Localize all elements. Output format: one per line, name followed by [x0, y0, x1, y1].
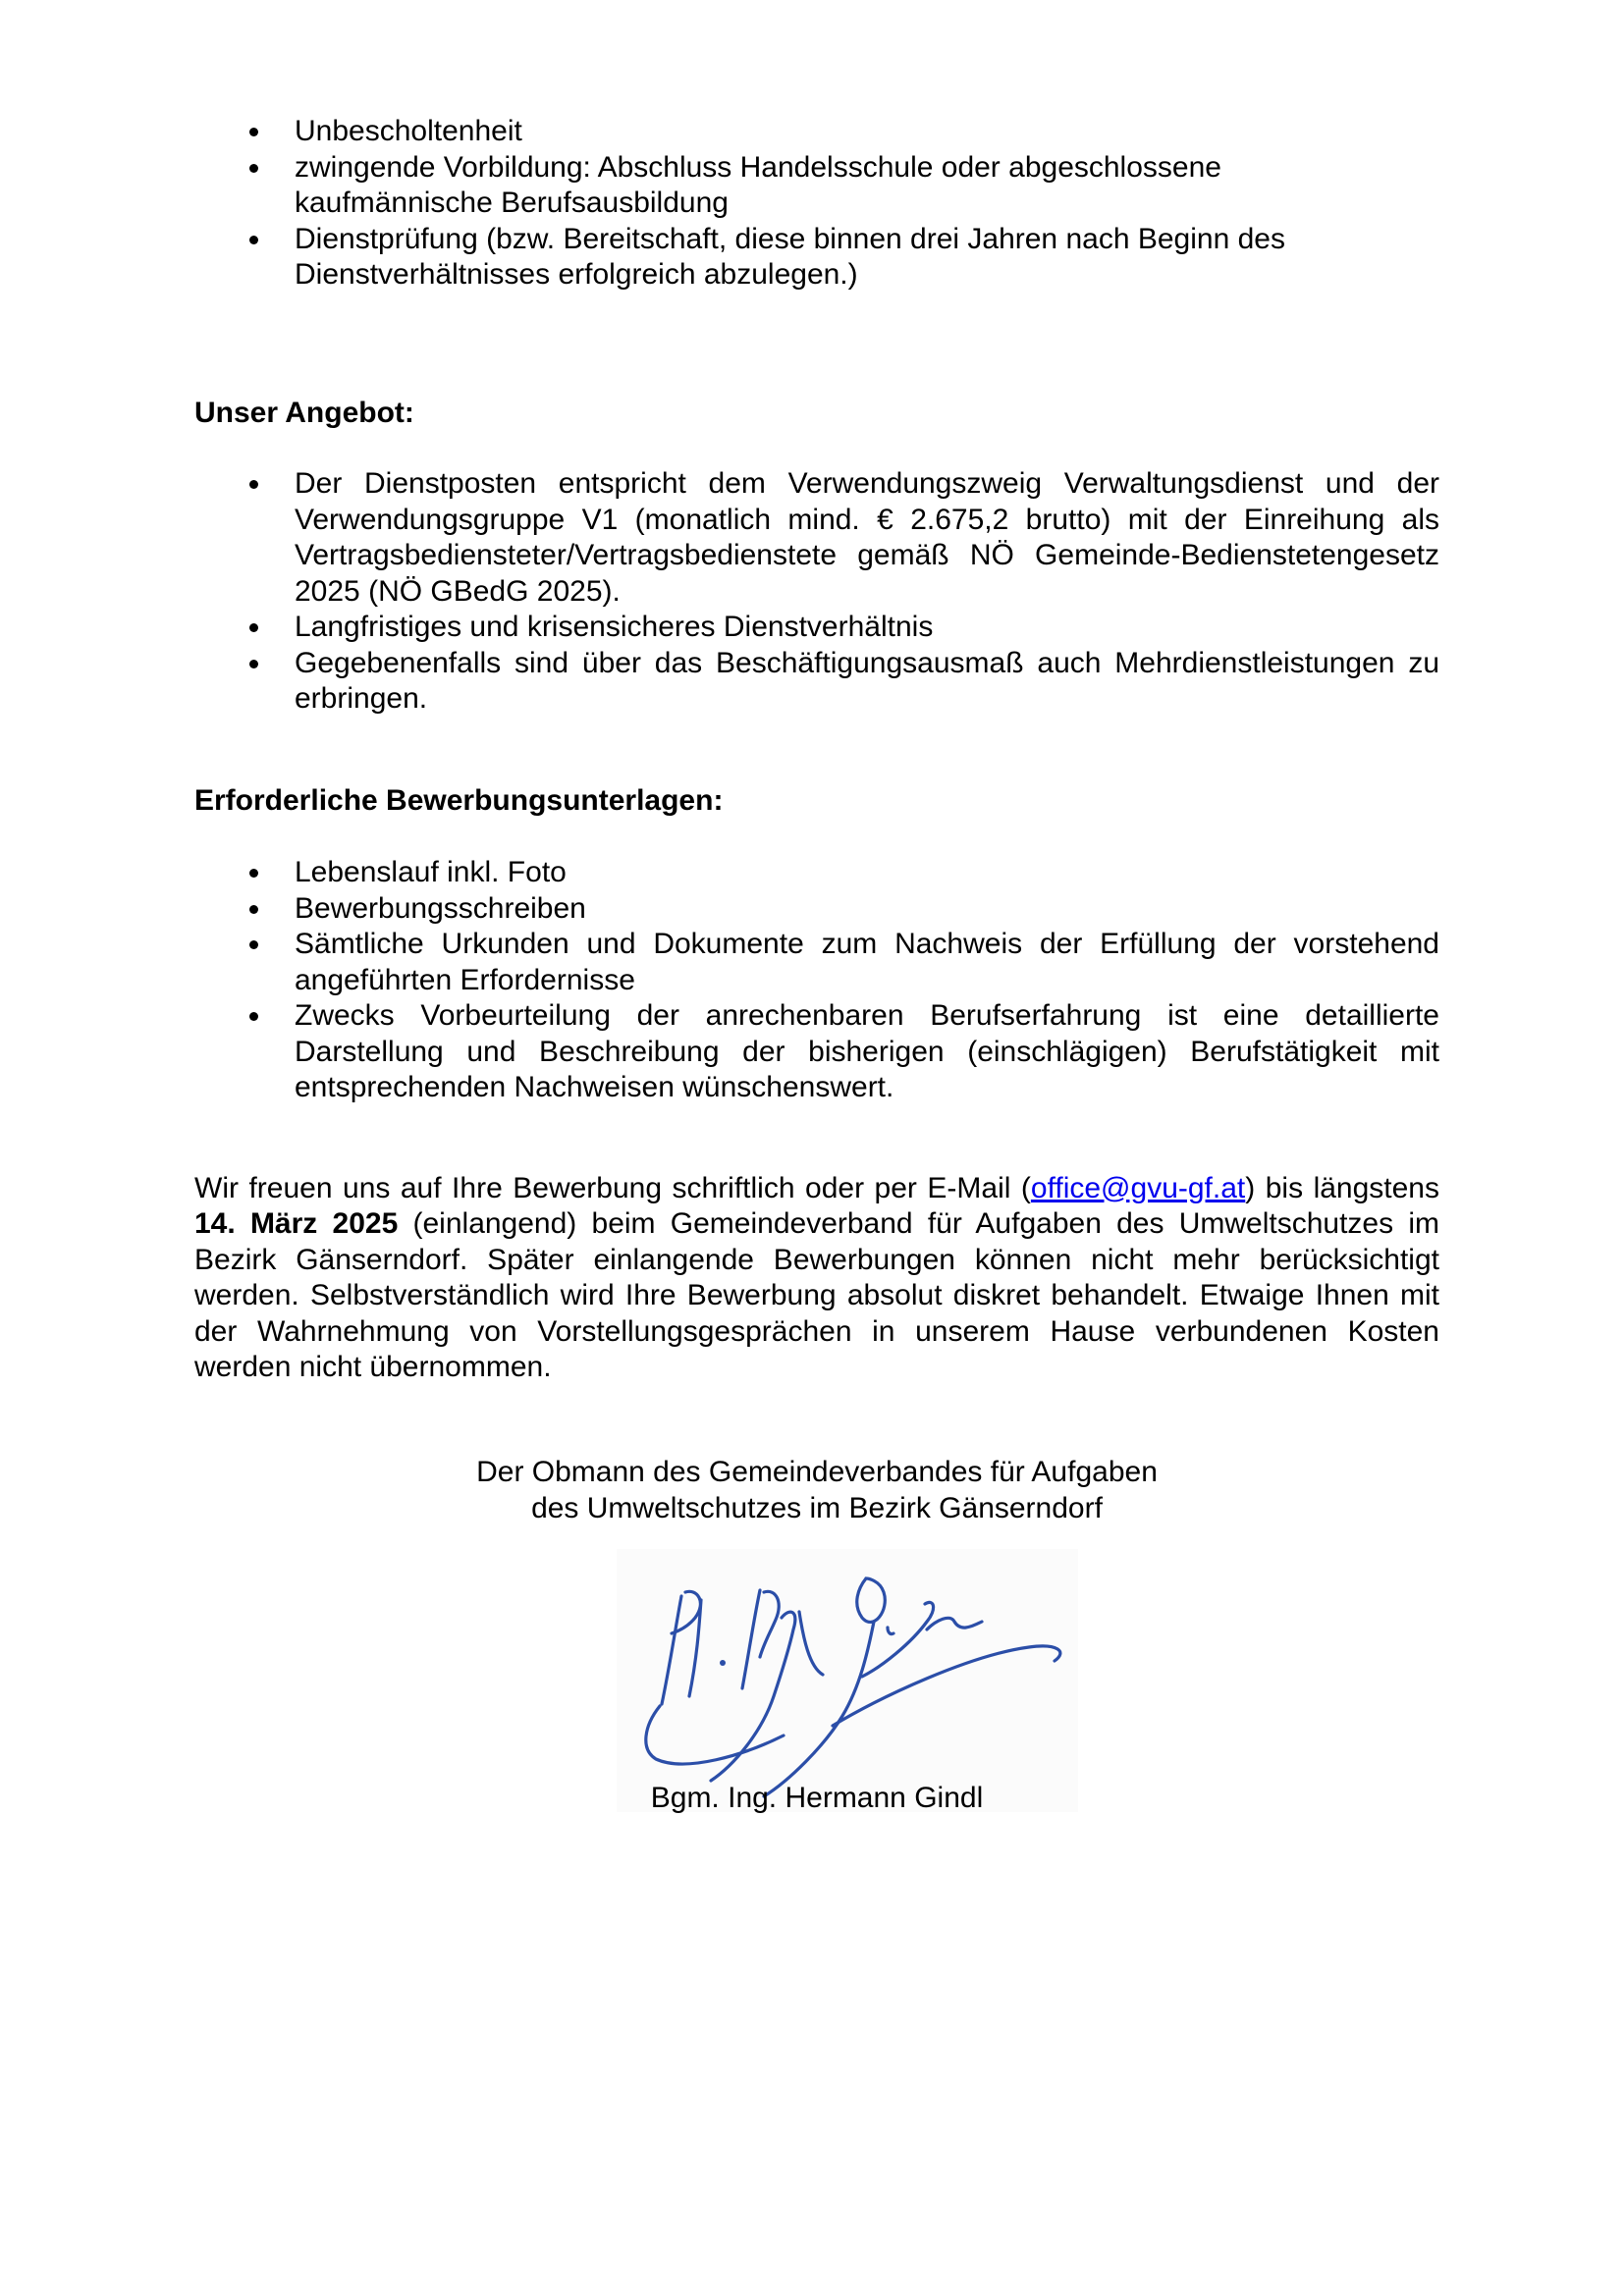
- list-item: Gegebenenfalls sind über das Beschäftigungsausmaß auch Mehrdienstleistungen zu erbringen.: [194, 646, 1439, 718]
- documents-list: [194, 855, 1439, 1106]
- requirements-list: [194, 114, 1439, 294]
- list-item: Bewerbungsschreiben: [194, 891, 1439, 928]
- closing-text: (einlangend) beim Gemeindeverband für Aufgaben des Umweltschutzes im Bezirk Gänserndorf. Später einlangende Bewerbungen können nicht mehr berücksichtigt werden. Selbstverständlich wird Ihre Bewerbung absolut diskret behandelt. Etwaige Ihnen mit der Wahrnehmung von Vorstellungsgesprächen in unserem Hause verbundenen Kosten werden nicht übernommen.: [194, 1207, 1439, 1383]
- list-item: Der Dienstposten entspricht dem Verwendungszweig Verwaltungsdienst und der Verwendungsgruppe V1 (monatlich mind. € 2.675,2 brutto) mit der Einreihung als Vertragsbediensteter/Vertragsbedienstete gemäß NÖ Gemeinde-Bedienstetengesetz 2025 (NÖ GBedG 2025).: [194, 466, 1439, 610]
- offer-list: [194, 466, 1439, 718]
- deadline-date: 14. März 2025: [194, 1207, 399, 1240]
- signature-line-1: Der Obmann des Gemeindeverbandes für Aufgaben: [476, 1456, 1158, 1488]
- signature-caption: [194, 1455, 1439, 1526]
- signer-name: Bgm. Ing. Hermann Gindl: [650, 1782, 984, 1814]
- documents-heading: Erforderliche Bewerbungsunterlagen:: [194, 783, 724, 817]
- offer-heading: Unser Angebot:: [194, 396, 414, 429]
- closing-text: Wir freuen uns auf Ihre Bewerbung schriftlich oder per E-Mail (: [194, 1171, 1031, 1204]
- list-item: Langfristiges und krisensicheres Dienstverhältnis: [194, 610, 1439, 646]
- handwritten-signature: [617, 1549, 1078, 1812]
- list-item: zwingende Vorbildung: Abschluss Handelsschule oder abgeschlossene kaufmännische Berufsausbildung: [194, 150, 1439, 222]
- list-item: Dienstprüfung (bzw. Bereitschaft, diese binnen drei Jahren nach Beginn des Dienstverhältnisses erfolgreich abzulegen.): [194, 222, 1439, 294]
- signature-line-2: des Umweltschutzes im Bezirk Gänserndorf: [531, 1491, 1103, 1524]
- list-item: Lebenslauf inkl. Foto: [194, 855, 1439, 891]
- list-item: Unbescholtenheit: [194, 114, 1439, 150]
- closing-paragraph: [194, 1171, 1439, 1386]
- closing-text: ) bis längstens: [1245, 1171, 1439, 1204]
- email-link[interactable]: office@gvu-gf.at: [1030, 1171, 1246, 1204]
- list-item: Sämtliche Urkunden und Dokumente zum Nachweis der Erfüllung der vorstehend angeführten Erfordernisse: [194, 927, 1439, 998]
- list-item: Zwecks Vorbeurteilung der anrechenbaren Berufserfahrung ist eine detaillierte Darstellung und Beschreibung der bisherigen (einschlägigen) Berufstätigkeit mit entsprechenden Nachweisen wünschenswert.: [194, 998, 1439, 1106]
- document-page: [194, 114, 1439, 1386]
